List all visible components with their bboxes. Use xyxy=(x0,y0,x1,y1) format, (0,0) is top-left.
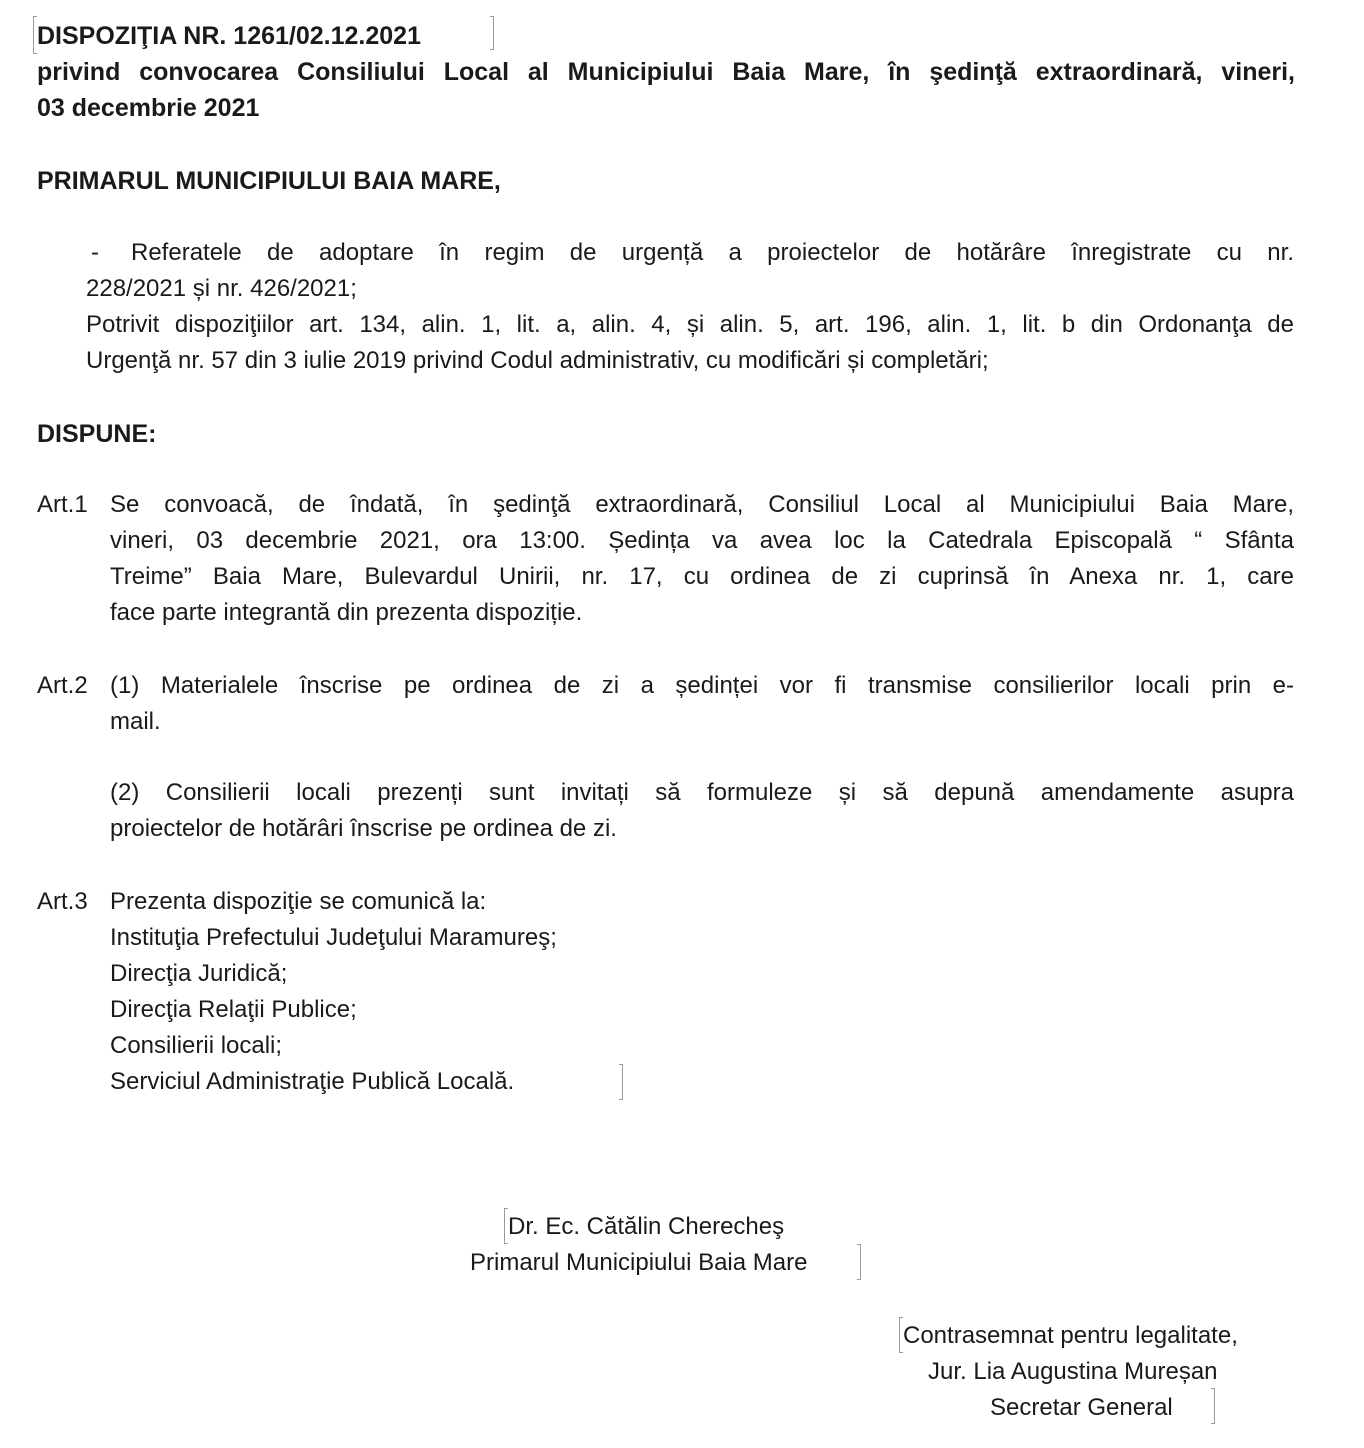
article-text: Se convoacă, de îndată, în şedinţă extraordinară, Consiliul Local al Municipiului Baia Mare, xyxy=(110,491,1294,518)
recipient-item: Serviciul Administraţie Publică Locală. xyxy=(110,1068,515,1095)
mayor-name: Dr. Ec. Cătălin Cherecheş xyxy=(508,1213,785,1240)
selection-mark xyxy=(1211,1388,1215,1424)
article-label: Art.3 xyxy=(37,888,88,915)
article-text: Prezenta dispoziţie se comunică la: xyxy=(110,888,487,915)
issuer-heading: PRIMARUL MUNICIPIULUI BAIA MARE, xyxy=(37,167,501,195)
article-text: Treime” Baia Mare, Bulevardul Unirii, nr. 17, cu ordinea de zi cuprinsă în Anexa nr. 1, care xyxy=(110,563,1294,590)
document-subtitle: privind convocarea Consiliului Local al Municipiului Baia Mare, în şedinţă extraordinară, vineri, xyxy=(37,58,1295,86)
preamble-paragraph: 228/2021 și nr. 426/2021; xyxy=(86,275,357,302)
preamble-paragraph: Potrivit dispoziţiilor art. 134, alin. 1, lit. a, alin. 4, și alin. 5, art. 196, alin. 1, lit. b din Ordonanţa de xyxy=(86,311,1294,338)
article-text: face parte integrantă din prezenta dispoziție. xyxy=(110,599,583,626)
selection-mark xyxy=(857,1244,861,1280)
secretary-role: Secretar General xyxy=(990,1394,1173,1421)
recipient-item: Instituţia Prefectului Judeţului Maramureş; xyxy=(110,924,557,951)
article-text: (1) Materialele înscrise pe ordinea de zi a ședinței vor fi transmise consilierilor locali prin e- xyxy=(110,672,1294,699)
article-label: Art.2 xyxy=(37,672,88,699)
countersign-label: Contrasemnat pentru legalitate, xyxy=(903,1322,1238,1349)
recipient-item: Direcţia Relaţii Publice; xyxy=(110,996,357,1023)
selection-mark xyxy=(619,1064,623,1100)
selection-mark xyxy=(490,16,494,50)
article-label: Art.1 xyxy=(37,491,88,518)
recipient-item: Direcţia Juridică; xyxy=(110,960,288,987)
document-title: DISPOZIŢIA NR. 1261/02.12.2021 xyxy=(37,22,421,50)
dispune-heading: DISPUNE: xyxy=(37,420,157,448)
recipient-item: Consilierii locali; xyxy=(110,1032,283,1059)
preamble-paragraph: Urgenţă nr. 57 din 3 iulie 2019 privind Codul administrativ, cu modificări și completări; xyxy=(86,347,989,374)
mayor-role: Primarul Municipiului Baia Mare xyxy=(470,1249,808,1276)
article-text: vineri, 03 decembrie 2021, ora 13:00. Ședința va avea loc la Catedrala Episcopală “ Sfânta xyxy=(110,527,1294,554)
article-text: proiectelor de hotărâri înscrise pe ordinea de zi. xyxy=(110,815,617,842)
preamble-paragraph: Referatele de adoptare în regim de urgență a proiectelor de hotărâre înregistrate cu nr. xyxy=(131,239,1294,266)
document-subtitle-date: 03 decembrie 2021 xyxy=(37,94,260,122)
article-text: (2) Consilierii locali prezenți sunt invitați să formuleze și să depună amendamente asupra xyxy=(110,779,1294,806)
article-text: mail. xyxy=(110,708,161,735)
secretary-name: Jur. Lia Augustina Mureșan xyxy=(928,1358,1218,1385)
preamble-bullet: - xyxy=(91,239,99,266)
